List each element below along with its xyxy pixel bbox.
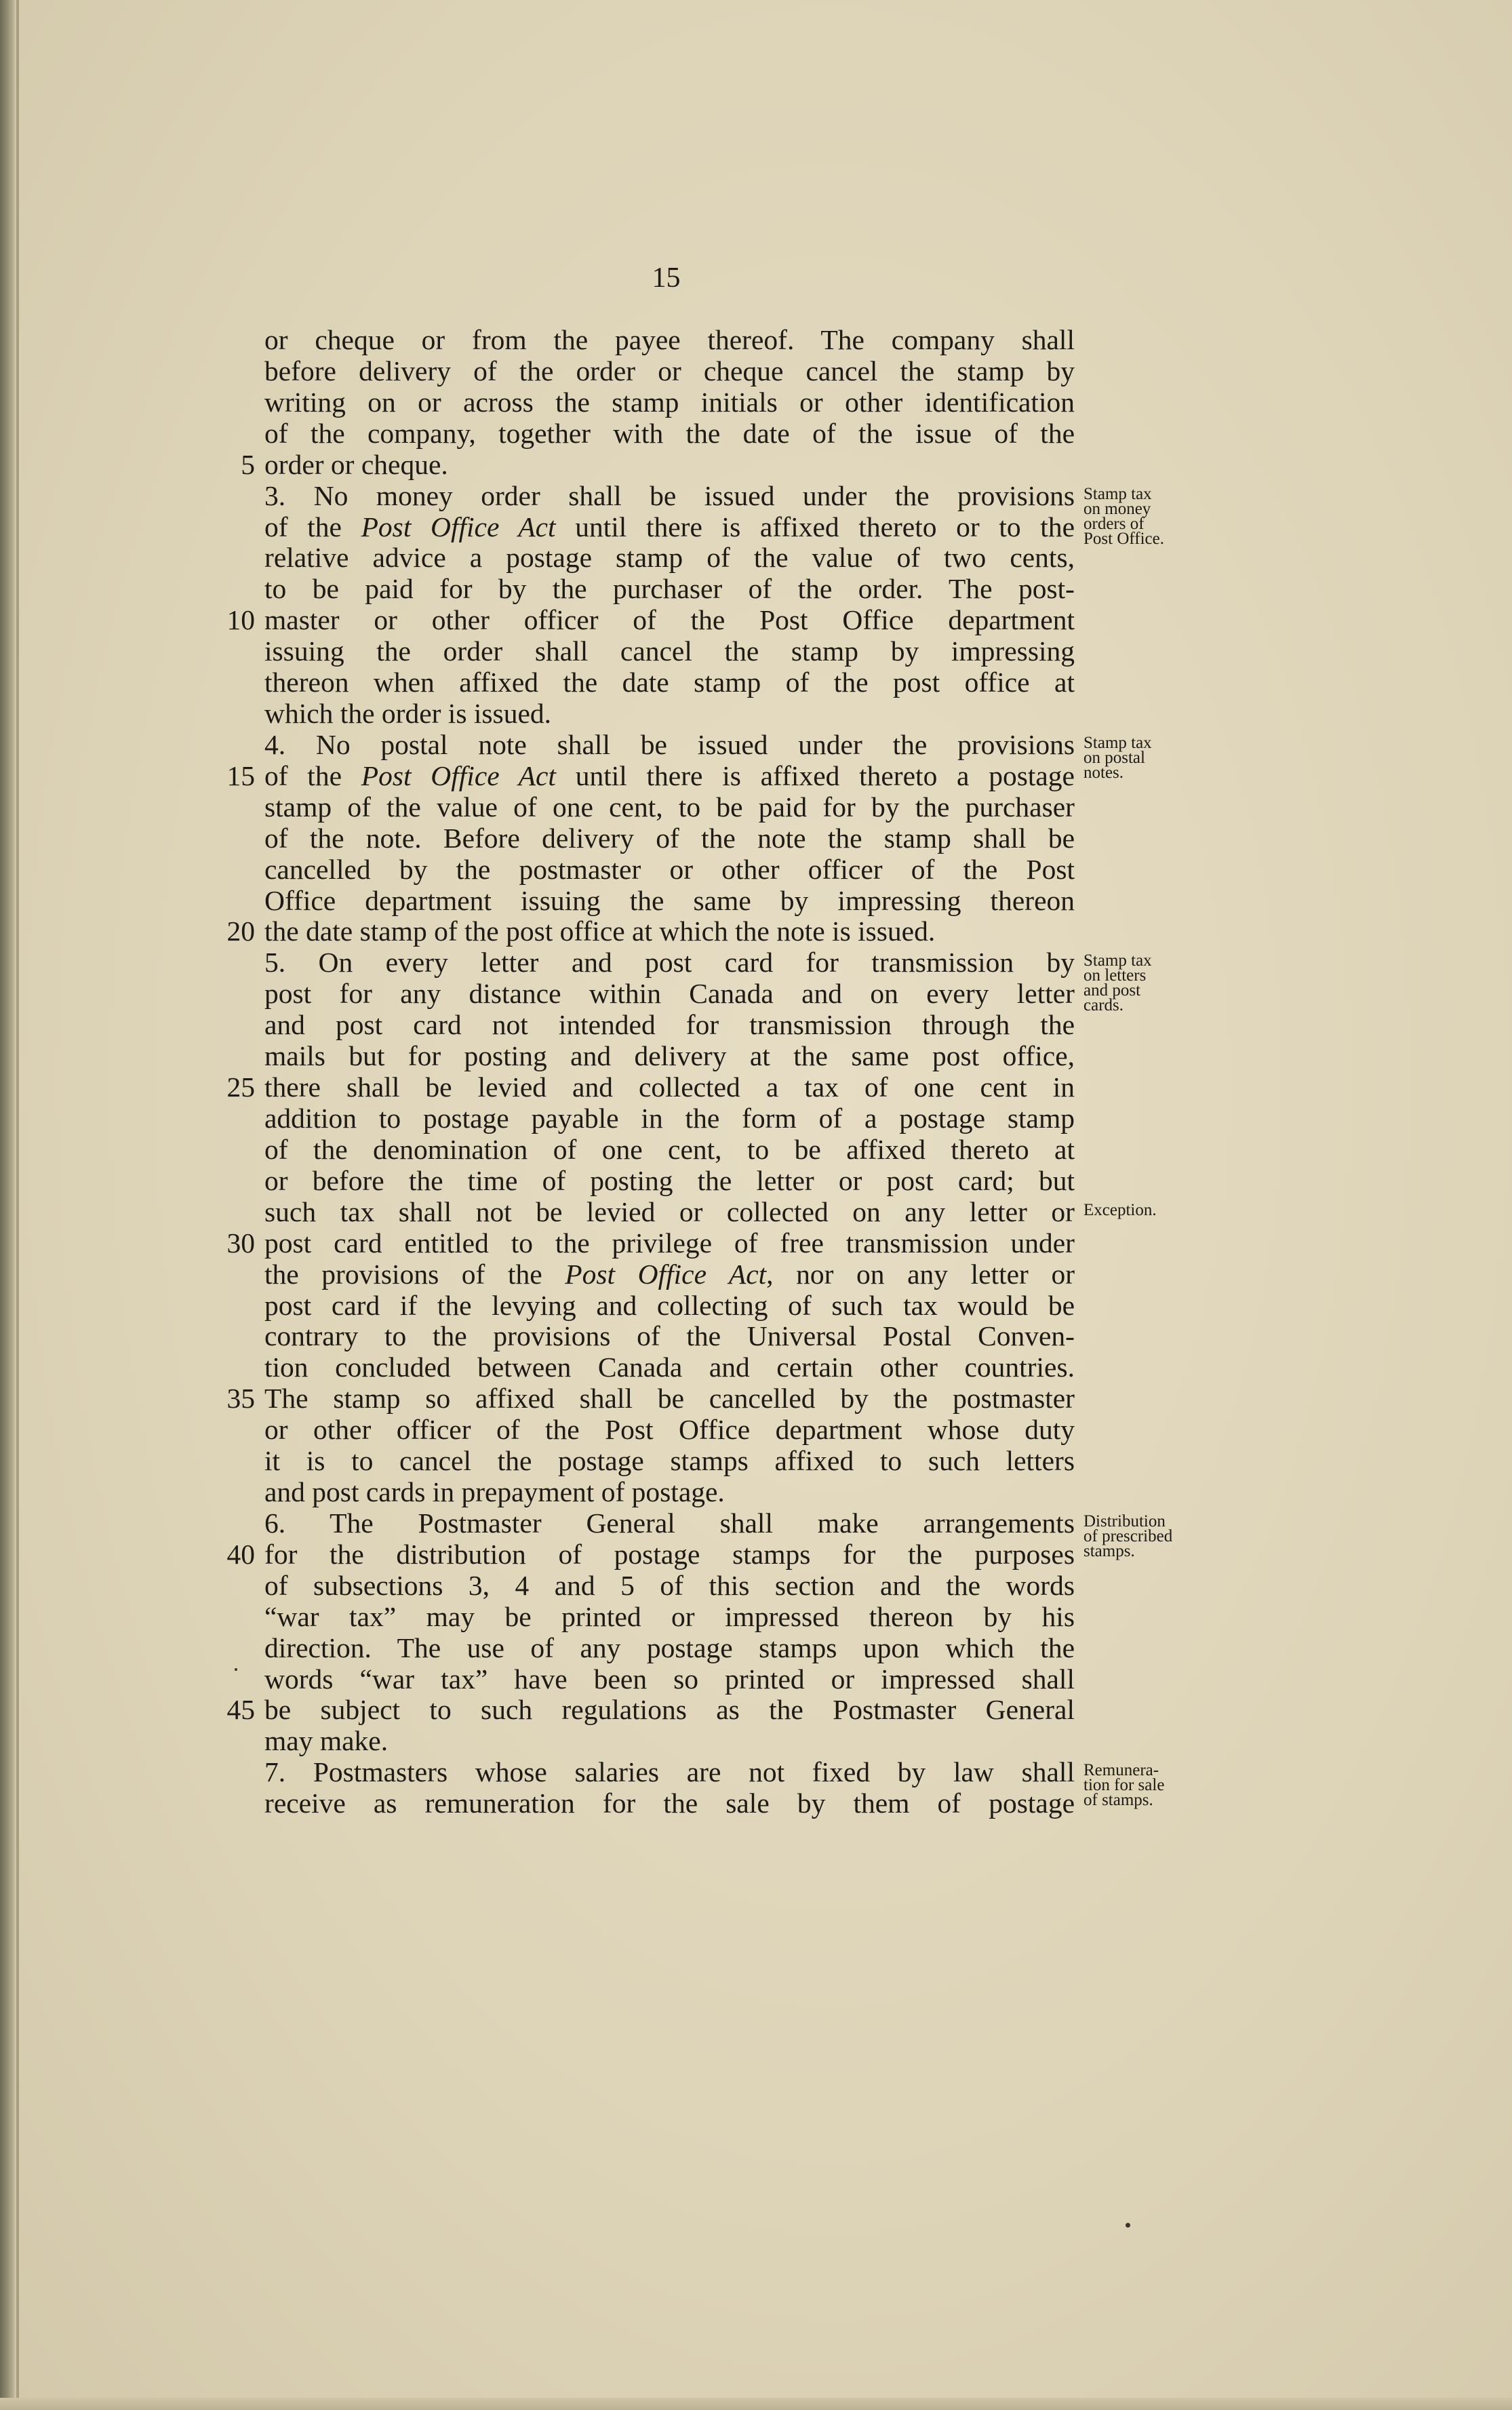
text-line: such tax shall not be levied or collected on any letter or xyxy=(264,1196,1075,1227)
margin-note-line: on postal xyxy=(1083,748,1145,767)
text-line: it is to cancel the postage stamps affixed to such letters xyxy=(264,1445,1075,1477)
ink-speck xyxy=(1126,2223,1130,2228)
text-line: post card if the levying and collecting of such tax would be xyxy=(264,1289,1075,1321)
text-line: of the Post Office Act until there is affixed thereto or to the xyxy=(264,511,1075,542)
text-line: contrary to the provisions of the Universal Postal Conven- xyxy=(264,1320,1075,1352)
margin-note-line: notes. xyxy=(1083,763,1124,782)
text-line: or cheque or from the payee thereof. The company shall xyxy=(264,324,1075,355)
text-line: of the note. Before delivery of the note the stamp shall be xyxy=(264,822,1075,854)
text-line: Office department issuing the same by impressing thereon xyxy=(264,884,1075,916)
page-number: 15 xyxy=(652,262,681,294)
text-line: cancelled by the postmaster or other officer of the Post xyxy=(264,853,1075,885)
line-number: 45 xyxy=(226,1694,255,1726)
text-line: the provisions of the Post Office Act, nor on any letter or xyxy=(264,1258,1075,1290)
margin-note-line: Exception. xyxy=(1083,1200,1157,1219)
text-line: 5. On every letter and post card for transmission by xyxy=(264,947,1075,979)
text-line: thereon when affixed the date stamp of the post office at xyxy=(264,667,1075,698)
act-title-italic: Post Office Act xyxy=(565,1258,767,1290)
margin-note-line: stamps. xyxy=(1083,1541,1135,1560)
text-line: “war tax” may be printed or impressed thereon by his xyxy=(264,1600,1075,1632)
text-line: master or other officer of the Post Office department xyxy=(264,604,1075,636)
text-line: the date stamp of the post office at which the note is issued. xyxy=(264,915,936,947)
text-line: may make. xyxy=(264,1725,389,1757)
text-line: order or cheque. xyxy=(264,448,448,480)
line-number: 5 xyxy=(241,448,255,480)
margin-note-line: tion for sale xyxy=(1083,1776,1165,1795)
text-line: 3. No money order shall be issued under the provisions xyxy=(264,479,1075,511)
text-line: post for any distance within Canada and on every letter xyxy=(264,978,1075,1010)
text-line: post card entitled to the privilege of free transmission under xyxy=(264,1227,1075,1259)
margin-note-line: and post xyxy=(1083,981,1141,1000)
text-line: to be paid for by the purchaser of the order. The post- xyxy=(264,573,1075,605)
text-line: for the distribution of postage stamps for the purposes xyxy=(264,1538,1075,1570)
text-line: 7. Postmasters whose salaries are not fixed by law shall xyxy=(264,1756,1075,1788)
text-line: there shall be levied and collected a tax of one cent in xyxy=(264,1071,1075,1103)
text-line: of the Post Office Act until there is affixed thereto a postage xyxy=(264,759,1075,791)
margin-note-line: of stamps. xyxy=(1083,1791,1153,1810)
margin-note-line: Post Office. xyxy=(1083,529,1164,548)
text-line: relative advice a postage stamp of the value of two cents, xyxy=(264,542,1075,574)
margin-note-line: Stamp tax xyxy=(1083,484,1152,503)
page-bottom-edge xyxy=(0,2398,1512,2410)
text-line: direction. The use of any postage stamps upon which the xyxy=(264,1632,1075,1663)
text-line: of the denomination of one cent, to be affixed thereto at xyxy=(264,1133,1075,1165)
text-line: writing on or across the stamp initials or other identification xyxy=(264,386,1075,418)
text-line: before delivery of the order or cheque cancel the stamp by xyxy=(264,355,1075,387)
margin-note-line: Distribution xyxy=(1083,1512,1166,1530)
binding-edge xyxy=(16,0,19,2410)
margin-note-line: of prescribed xyxy=(1083,1526,1173,1545)
act-title-italic: Post Office Act xyxy=(361,759,556,791)
text-line: be subject to such regulations as the Postmaster General xyxy=(264,1694,1075,1726)
text-line: or other officer of the Post Office department whose duty xyxy=(264,1414,1075,1446)
margin-note-line: Stamp tax xyxy=(1083,951,1152,970)
text-line: stamp of the value of one cent, to be paid for by the purchaser xyxy=(264,791,1075,823)
margin-note-line: Stamp tax xyxy=(1083,733,1152,752)
line-number: 30 xyxy=(226,1227,255,1259)
line-number: 25 xyxy=(226,1071,255,1103)
text-line: which the order is issued. xyxy=(264,698,551,730)
text-line: mails but for posting and delivery at the same post office, xyxy=(264,1040,1075,1072)
margin-note-line: on money xyxy=(1083,499,1151,518)
margin-note-line: Remunera- xyxy=(1083,1761,1159,1780)
text-line: of the company, together with the date of the issue of the xyxy=(264,417,1075,449)
text-line: or before the time of posting the letter or post card; but xyxy=(264,1164,1075,1196)
line-number: 10 xyxy=(226,604,255,636)
text-line: addition to postage payable in the form of a postage stamp xyxy=(264,1103,1075,1134)
text-line: 4. No postal note shall be issued under the provisions xyxy=(264,728,1075,760)
text-line: words “war tax” have been so printed or impressed shall xyxy=(264,1663,1075,1695)
text-line: tion concluded between Canada and certain other countries. xyxy=(264,1351,1075,1383)
text-line: 6. The Postmaster General shall make arrangements xyxy=(264,1507,1075,1539)
act-title-italic: Post Office Act xyxy=(361,511,556,542)
margin-note-line: on letters xyxy=(1083,966,1147,985)
text-line: of subsections 3, 4 and 5 of this section and the words xyxy=(264,1569,1075,1601)
text-line: receive as remuneration for the sale by them of postage xyxy=(264,1787,1075,1819)
text-line: The stamp so affixed shall be cancelled by the postmaster xyxy=(264,1383,1075,1415)
text-line: and post card not intended for transmission through the xyxy=(264,1009,1075,1041)
line-number: 35 xyxy=(226,1383,255,1415)
line-number: 20 xyxy=(226,915,255,947)
ink-speck xyxy=(235,1668,237,1671)
line-number: 15 xyxy=(226,759,255,791)
margin-note-line: orders of xyxy=(1083,514,1145,533)
line-number: 40 xyxy=(226,1538,255,1570)
text-line: and post cards in prepayment of postage. xyxy=(264,1476,725,1508)
text-line: issuing the order shall cancel the stamp by impressing xyxy=(264,635,1075,667)
margin-note-line: cards. xyxy=(1083,996,1123,1015)
book-spine-shadow xyxy=(0,0,16,2410)
